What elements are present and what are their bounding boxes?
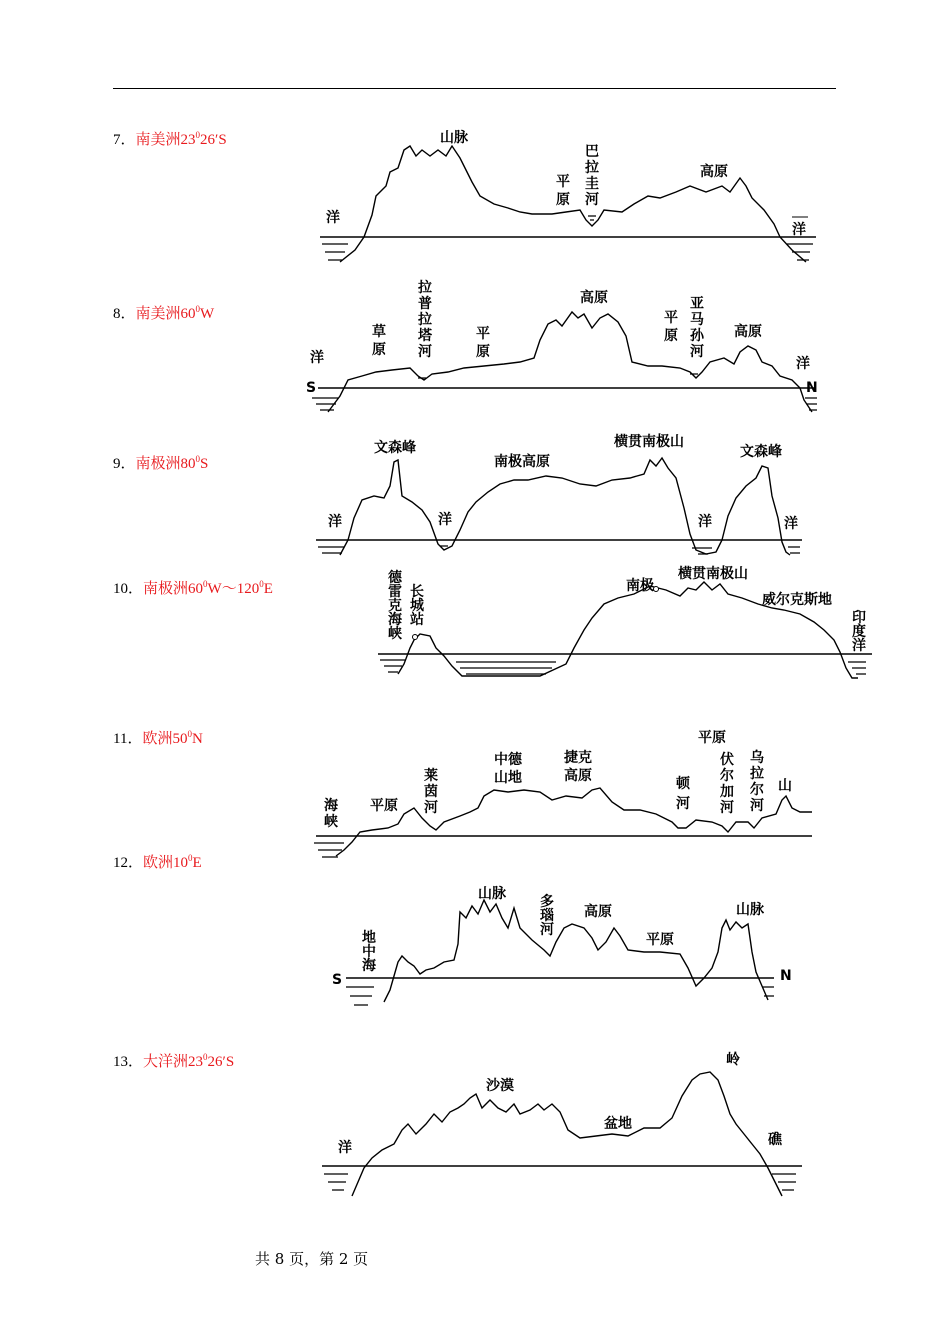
p8-river2-2: 马 bbox=[690, 312, 704, 328]
p13-ridge: 岭 bbox=[726, 1052, 740, 1068]
p8-plain1-1: 平 bbox=[476, 326, 490, 342]
p11-plain1: 平原 bbox=[370, 798, 398, 814]
p8-plateau2: 高原 bbox=[734, 324, 762, 340]
p8-ocean-right: 洋 bbox=[796, 356, 810, 372]
p9-peak1: 文森峰 bbox=[374, 440, 416, 456]
p11-upland-2: 山地 bbox=[494, 770, 522, 786]
p8-river1-3: 拉 bbox=[418, 312, 432, 328]
p8-river1-4: 塔 bbox=[418, 328, 432, 344]
p7-ocean-right: 洋 bbox=[792, 222, 806, 238]
p10-strait-5: 峡 bbox=[388, 626, 402, 642]
item-8-label: 8．南美洲$60^0W$ bbox=[113, 304, 215, 322]
p10-ocean-3: 洋 bbox=[852, 638, 866, 654]
p10-strait-3: 克 bbox=[388, 598, 402, 614]
item-7-label: 7．南美洲$23^026'S$ bbox=[113, 130, 227, 148]
p13-desert: 沙漠 bbox=[486, 1078, 514, 1094]
p7-river-2: 拉 bbox=[585, 160, 599, 176]
p13-ocean: 洋 bbox=[338, 1140, 352, 1156]
p8-dir-right: N bbox=[806, 380, 818, 396]
p8-grass-2: 原 bbox=[372, 342, 386, 358]
p7-plain-2: 原 bbox=[556, 192, 570, 208]
p10-station-2: 城 bbox=[410, 598, 424, 614]
p7-plain-1: 平 bbox=[556, 174, 570, 190]
p10-strait-4: 海 bbox=[388, 612, 402, 628]
p12-sea-3: 海 bbox=[362, 958, 376, 974]
p11-plain2: 平原 bbox=[698, 730, 726, 746]
p11-plateau-2: 高原 bbox=[564, 768, 592, 784]
p7-mountain-label: 山脉 bbox=[440, 130, 468, 146]
p9-ocean-4: 洋 bbox=[784, 516, 798, 532]
p8-plain1-2: 原 bbox=[476, 344, 490, 360]
p8-river2-4: 河 bbox=[690, 344, 704, 360]
p8-river1-5: 河 bbox=[418, 344, 432, 360]
item-13-label: 13．大洋洲$23^026'S$ bbox=[113, 1052, 235, 1070]
p11-plateau-1: 捷克 bbox=[564, 750, 592, 766]
p9-ocean-3: 洋 bbox=[698, 514, 712, 530]
p10-station-3: 站 bbox=[410, 612, 424, 628]
p10-strait-1: 德 bbox=[388, 570, 402, 586]
p11-river1-2: 茵 bbox=[424, 784, 438, 800]
p11-river4-2: 拉 bbox=[750, 766, 764, 782]
item-12-label: 12．欧洲$10^0E$ bbox=[113, 853, 202, 871]
p11-river4-4: 河 bbox=[750, 798, 764, 814]
p11-river4-1: 乌 bbox=[750, 750, 764, 766]
p12-plain: 平原 bbox=[646, 932, 674, 948]
p10-station-1: 长 bbox=[410, 584, 424, 600]
p9-ocean-1: 洋 bbox=[328, 514, 342, 530]
p11-river3-2: 尔 bbox=[720, 768, 734, 784]
p7-river-3: 圭 bbox=[585, 176, 599, 192]
p10-mountain: 横贯南极山 bbox=[678, 566, 748, 582]
p7-plateau-label: 高原 bbox=[700, 164, 728, 180]
p11-mountain: 山 bbox=[778, 778, 792, 794]
p12-sea-2: 中 bbox=[362, 944, 376, 960]
p9-ocean-2: 洋 bbox=[438, 512, 452, 528]
p9-plateau: 南极高原 bbox=[494, 454, 550, 470]
p11-river2-1: 顿 bbox=[676, 776, 690, 792]
p12-sea-1: 地 bbox=[362, 930, 376, 946]
p10-ocean-2: 度 bbox=[852, 624, 866, 640]
p8-river1-2: 普 bbox=[418, 296, 432, 312]
p11-river4-3: 尔 bbox=[750, 782, 764, 798]
page-footer: 共 8 页，第 2 页 bbox=[255, 1250, 369, 1268]
p11-river1-3: 河 bbox=[424, 800, 438, 816]
p10-pole: 南极 bbox=[626, 578, 654, 594]
p8-plateau1: 高原 bbox=[580, 290, 608, 306]
p11-river1-1: 莱 bbox=[424, 768, 438, 784]
p12-river-2: 瑙 bbox=[540, 908, 554, 924]
p8-grass-1: 草 bbox=[372, 324, 386, 340]
p12-dir-right: N bbox=[780, 968, 792, 984]
p10-land: 威尔克斯地 bbox=[762, 592, 832, 608]
p8-plain2-1: 平 bbox=[664, 310, 678, 326]
p11-river3-4: 河 bbox=[720, 800, 734, 816]
p11-strait-2: 峡 bbox=[324, 814, 338, 830]
p12-plateau: 高原 bbox=[584, 904, 612, 920]
item-11-label: 11．欧洲$50^0N$ bbox=[113, 729, 203, 747]
p7-river-1: 巴 bbox=[585, 144, 599, 160]
p11-strait-1: 海 bbox=[324, 798, 338, 814]
p11-upland-1: 中德 bbox=[494, 752, 522, 768]
p7-ocean-left: 洋 bbox=[326, 210, 340, 226]
p11-river3-1: 伏 bbox=[720, 752, 734, 768]
p9-peak2: 文森峰 bbox=[740, 444, 782, 460]
p12-river-3: 河 bbox=[540, 922, 554, 938]
p9-mountain: 横贯南极山 bbox=[614, 434, 684, 450]
p7-river-4: 河 bbox=[585, 192, 599, 208]
p11-river3-3: 加 bbox=[720, 784, 734, 800]
p10-ocean-1: 印 bbox=[852, 610, 866, 626]
item-10-label: 10．南极洲$60^0W\sim 120^0E$ bbox=[113, 579, 273, 597]
p8-ocean-left: 洋 bbox=[310, 350, 324, 366]
p12-mountain2: 山脉 bbox=[736, 902, 764, 918]
p11-river2-2: 河 bbox=[676, 796, 690, 812]
p12-mountain1: 山脉 bbox=[478, 886, 506, 902]
p8-dir-left: S bbox=[306, 380, 317, 396]
item-9-label: 9．南极洲$80^0S$ bbox=[113, 454, 209, 472]
p12-dir-left: S bbox=[332, 972, 343, 988]
p10-strait-2: 雷 bbox=[388, 584, 402, 600]
p13-basin: 盆地 bbox=[604, 1116, 632, 1132]
p8-river1-1: 拉 bbox=[418, 280, 432, 296]
p8-plain2-2: 原 bbox=[664, 328, 678, 344]
p8-river2-3: 孙 bbox=[690, 328, 704, 344]
p13-reef: 礁 bbox=[768, 1132, 782, 1148]
p8-river2-1: 亚 bbox=[690, 296, 704, 312]
p12-river-1: 多 bbox=[540, 894, 554, 910]
